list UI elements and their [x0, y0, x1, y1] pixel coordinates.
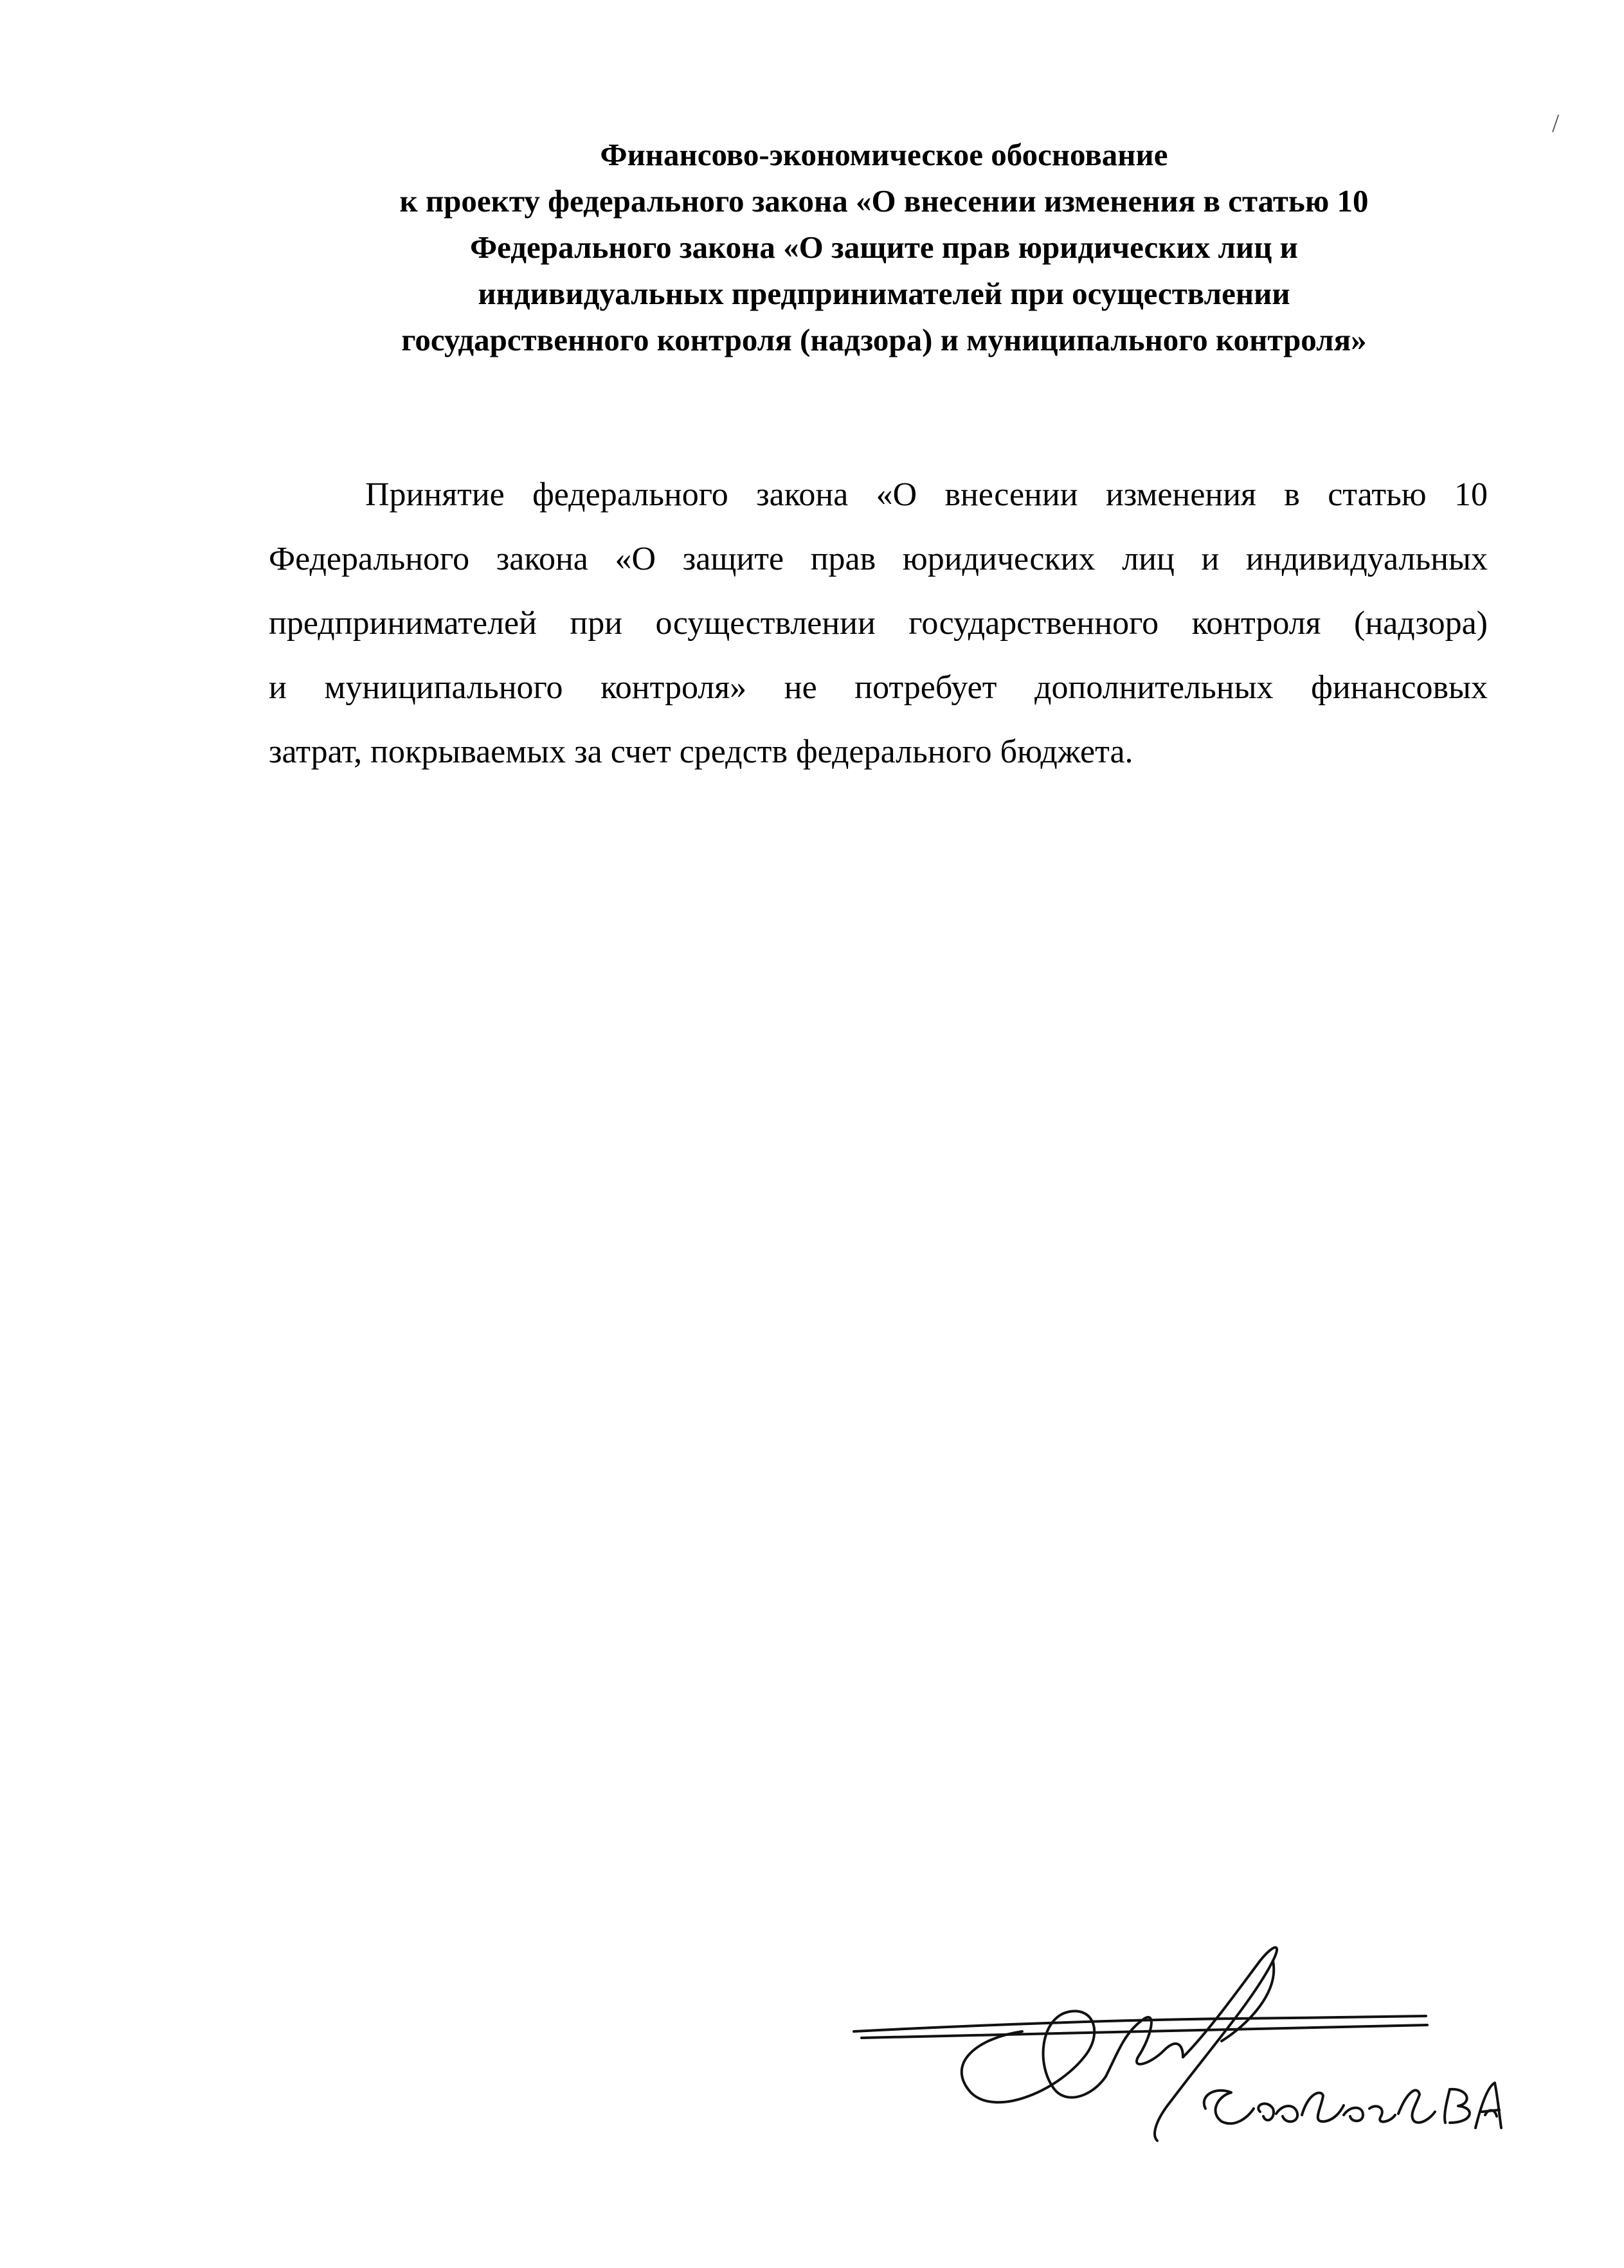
body-paragraph [269, 463, 1488, 784]
document-title [244, 132, 1524, 363]
body-line-3: предпринимателей при осуществлении государственного контроля (надзора) [269, 605, 1488, 642]
title-line-2: к проекту федерального закона «О внесении изменения в статью 10 [399, 183, 1369, 219]
handwritten-signature [849, 1935, 1504, 2147]
title-line-1: Финансово-экономическое обоснование [600, 137, 1168, 172]
title-line-3: Федерального закона «О защите прав юридических лиц и [470, 230, 1298, 265]
body-line-5: затрат, покрываемых за счет средств федерального бюджета. [269, 734, 1133, 770]
body-line-2: Федерального закона «О защите прав юридических лиц и индивидуальных [269, 541, 1488, 577]
body-line-1: Принятие федерального закона «О внесении изменения в статью 10 [365, 476, 1488, 513]
scan-artifact-mark: / [1552, 109, 1560, 138]
title-line-4: индивидуальных предпринимателей при осуществлении [478, 276, 1290, 311]
body-line-4: и муниципального контроля» не потребует дополнительных финансовых [269, 669, 1488, 706]
title-line-5: государственного контроля (надзора) и муниципального контроля» [401, 322, 1367, 357]
